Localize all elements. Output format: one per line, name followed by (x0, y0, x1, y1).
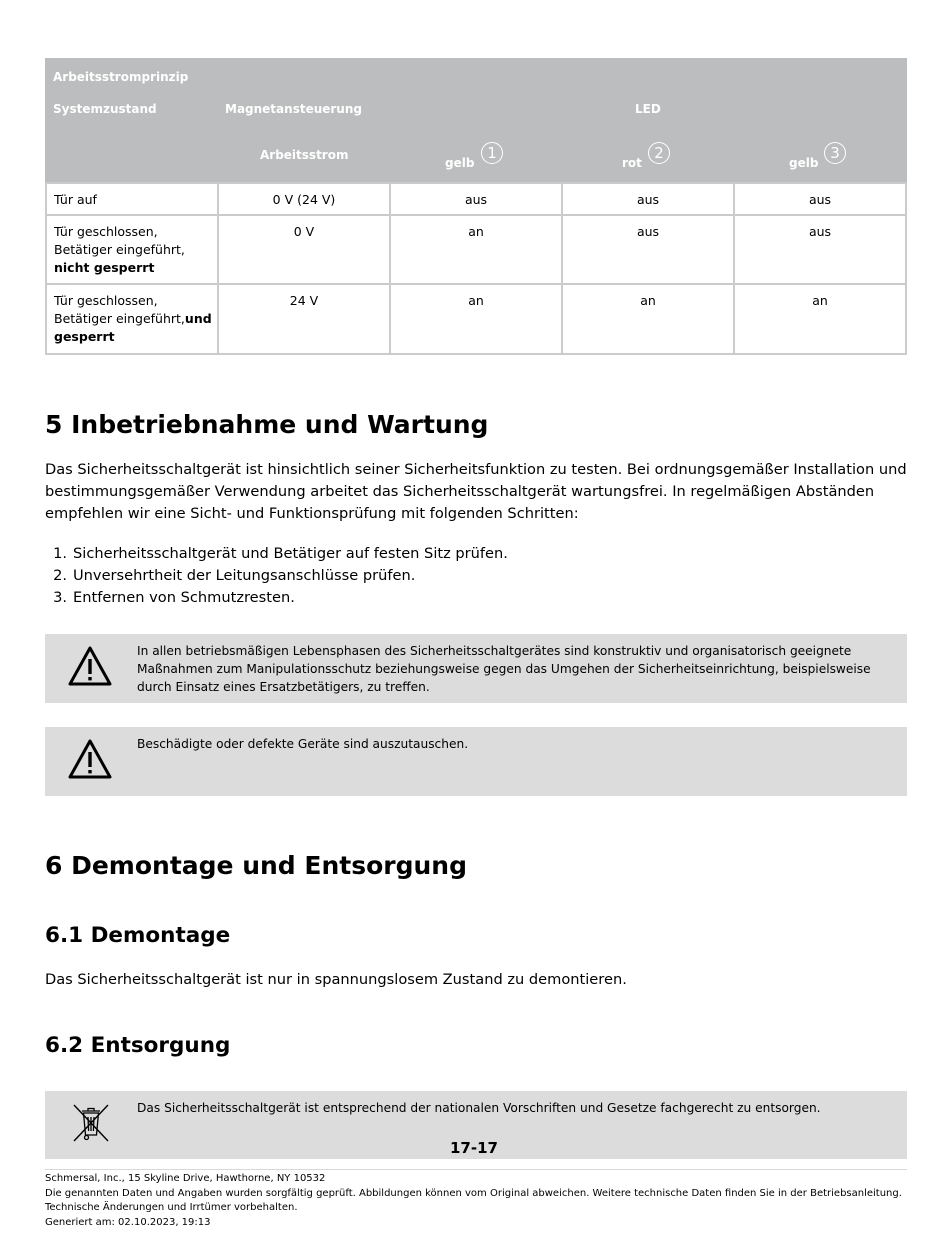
header-arbeitsstrom: Arbeitsstrom (260, 148, 349, 162)
table-row-1-voltage: 0 V (24 V) (217, 182, 391, 216)
table-row-2-led2: aus (561, 214, 735, 285)
led2-number-icon: 2 (648, 142, 670, 164)
footer-generated: Generiert am: 02.10.2023, 19:13 (45, 1216, 211, 1228)
list-item: 2. Unversehrtheit der Leitungsanschlüsse prüfen. (53, 567, 416, 584)
header-system-state: Systemzustand (53, 102, 157, 116)
table-row-1-state: Tür auf (45, 182, 219, 216)
warning-text-1: In allen betriebsmäßigen Lebensphasen des Sicherheitsschaltgerätes sind konstruktiv und organisatorisch geeignete Maßnahmen zum Manipulationsschutz beziehungsweise gegen das Umgehen der Sicherheitseinrichtung, beispielsweise durch Einsatz eines Ersatzbetätigers, zu treffen. (137, 644, 871, 694)
table-row-2-led3: aus (733, 214, 907, 285)
section-6-heading: 6 Demontage und Entsorgung (45, 851, 467, 880)
list-item: 3. Entfernen von Schmutzresten. (53, 589, 295, 606)
table-row-1-led2: aus (561, 182, 735, 216)
table-row-1-led3: aus (733, 182, 907, 216)
crossed-out-bin-icon (71, 1102, 111, 1144)
footer-divider (45, 1169, 907, 1170)
section-6-2-heading: 6.2 Entsorgung (45, 1033, 231, 1058)
footer-address: Schmersal, Inc., 15 Skyline Drive, Hawthorne, NY 10532 (45, 1173, 326, 1184)
table-row-2-voltage: 0 V (217, 214, 391, 285)
footer-disclaimer: Die genannten Daten und Angaben wurden sorgfältig geprüft. Abbildungen können vom Original abweichen. Weitere technische Daten finden Sie in der Betriebsanleitung. (45, 1187, 902, 1199)
header-led1-label: gelb (445, 156, 475, 170)
table-row-2-state: Tür geschlossen, Betätiger eingeführt, nicht gesperrt (45, 214, 219, 285)
list-item: 1. Sicherheitsschaltgerät und Betätiger auf festen Sitz prüfen. (53, 545, 508, 562)
table-row-1-led1: aus (389, 182, 563, 216)
warning-triangle-icon (68, 646, 112, 686)
header-magnet: Magnetansteuerung (225, 102, 362, 116)
table-row-3-state: Tür geschlossen, Betätiger eingeführt,und gesperrt (45, 283, 219, 355)
footer (45, 1172, 907, 1230)
table-row-3-led2: an (561, 283, 735, 355)
warning-text-2: Beschädigte oder defekte Geräte sind auszutauschen. (137, 737, 469, 751)
table-caption: Arbeitsstromprinzip (53, 70, 189, 84)
footer-disclaimer-2: Technische Änderungen und Irrtümer vorbehalten. (45, 1202, 298, 1213)
section-6-1-heading: 6.1 Demontage (45, 923, 231, 948)
led3-number-icon: 3 (824, 142, 846, 164)
section-5-heading: 5 Inbetriebnahme und Wartung (45, 410, 489, 439)
page-number: 17-17 (450, 1139, 498, 1157)
section-6-1-text: Das Sicherheitsschaltgerät ist nur in spannungslosem Zustand zu demontieren. (45, 971, 627, 988)
section-5-intro: Das Sicherheitsschaltgerät ist hinsichtlich seiner Sicherheitsfunktion zu testen. Bei ordnungsgemäßer Installation und bestimmungsgemäßer Verwendung arbeitet das Sicherheitsschaltgerät wartungsfrei. In regelmäßigen Abständen empfehlen wir eine Sicht- und Funktionsprüfung mit folgenden Schritten: (45, 461, 907, 522)
table-row-2-led1: an (389, 214, 563, 285)
warning-box-1 (45, 634, 907, 703)
led1-number-icon: 1 (481, 142, 503, 164)
table-row-3-led1: an (389, 283, 563, 355)
header-led2-label: rot (622, 156, 642, 170)
warning-box-2 (45, 727, 907, 796)
table-row-3-voltage: 24 V (217, 283, 391, 355)
led-status-table (45, 58, 907, 355)
warning-triangle-icon (68, 739, 112, 779)
header-led3-label: gelb (789, 156, 819, 170)
table-row-3-led3: an (733, 283, 907, 355)
disposal-text: Das Sicherheitsschaltgerät ist entsprechend der nationalen Vorschriften und Gesetze fachgerecht zu entsorgen. (137, 1101, 821, 1115)
header-led: LED (635, 102, 661, 116)
table-header (45, 58, 907, 184)
